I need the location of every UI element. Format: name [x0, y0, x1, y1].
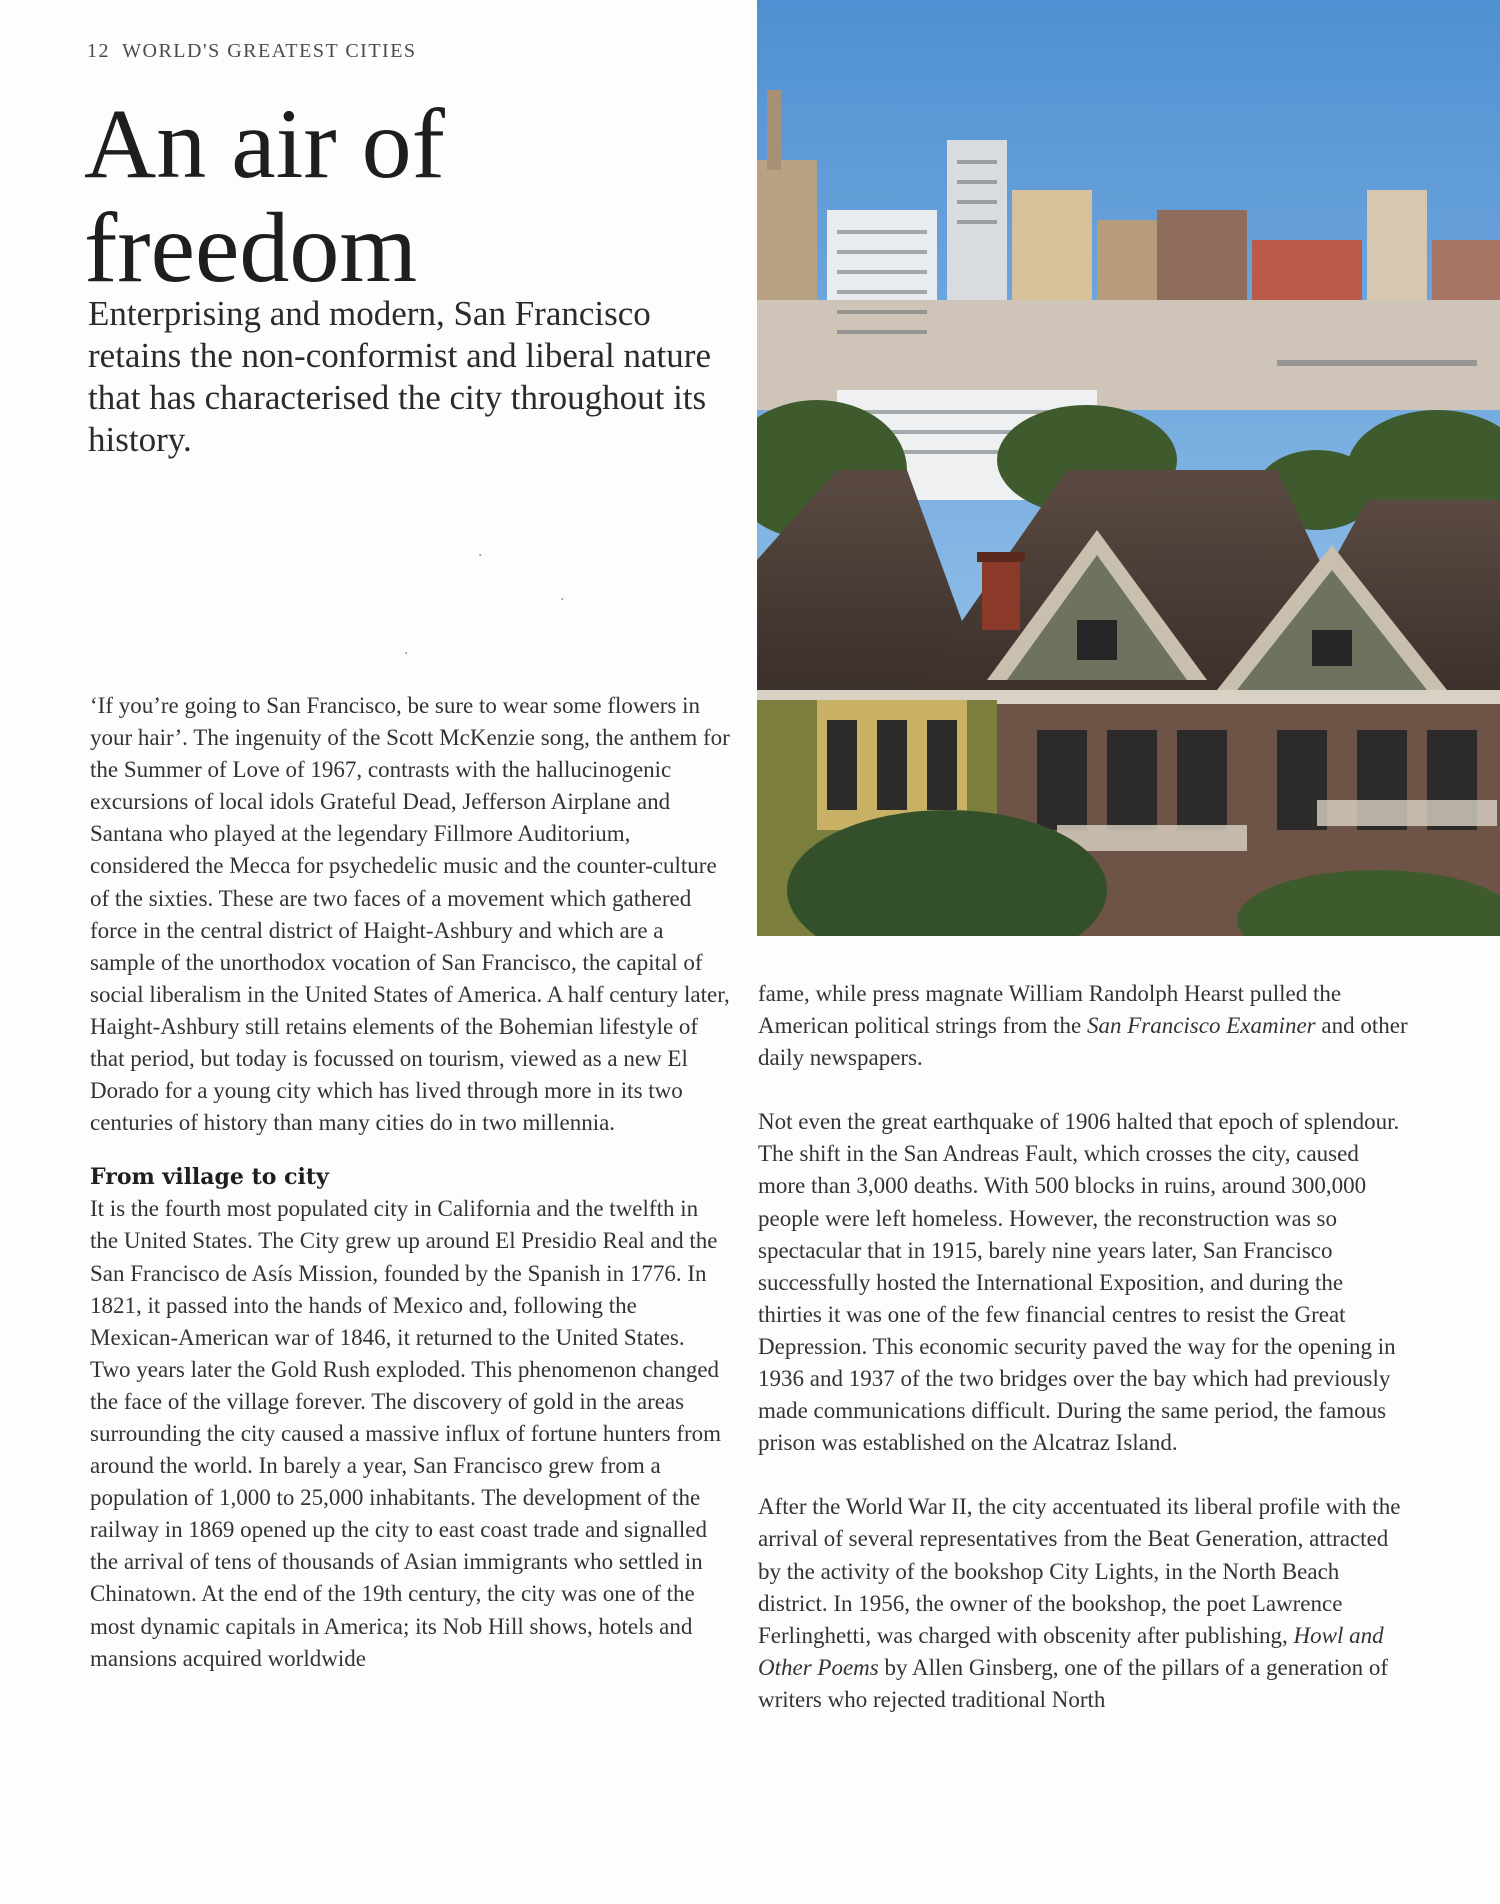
body-column-right: [758, 978, 1408, 1716]
page-title: An air of freedom: [84, 88, 445, 303]
san-francisco-painted-ladies-photo: [757, 0, 1500, 936]
beat-generation-paragraph: After the World War II, the city accentuated its liberal profile with the arrival of several representatives from the Beat Generation, attracted by the activity of the bookshop City Lights, in the North Beach district. In 1956, the owner of the bookshop, the poet Lawrence Ferlinghetti, was charged with obscenity after publishing, Howl and Other Poems by Allen Ginsberg, one of the pillars of a generation of writers who rejected traditional North: [758, 1494, 1401, 1712]
print-speck: ·: [560, 592, 565, 608]
photo-illustration: [757, 0, 1500, 936]
page-number: 12: [87, 40, 110, 62]
book-title: Howl and Other Poems: [758, 1622, 1384, 1680]
earthquake-paragraph: Not even the great earthquake of 1906 halted that epoch of splendour. The shift in the San Andreas Fault, which crosses the city, caused more than 3,000 deaths. With 500 blocks in ruins, around 300,000 people were left homeless. However, the reconstruction was so spectacular that in 1915, barely nine years later, San Francisco successfully hosted the International Exposition, and during the thirties it was one of the few financial centres to resist the Great Depression. This economic security paved the way for the opening in 1936 and 1937 of the two bridges over the bay which had previously made communications difficult. During the same period, the famous prison was established on the Alcatraz Island.: [758, 1109, 1400, 1456]
section-name: WORLD'S GREATEST CITIES: [122, 40, 417, 62]
body-column-left: [90, 690, 730, 1675]
standfirst: Enterprising and modern, San Francisco retains the non-conformist and liberal nature that has characterised the city throughout its history.: [88, 294, 711, 459]
history-paragraph: It is the fourth most populated city in California and the twelfth in the United States. The City grew up around El Presidio Real and the San Francisco de Asís Mission, founded by the Spanish in 1776. In 1821, it passed into the hands of Mexico and, following the Mexican-American war of 1846, it returned to the United States. Two years later the Gold Rush exploded. This phenomenon changed the face of the village forever. The discovery of gold in the areas surrounding the city caused a massive influx of fortune hunters from around the world. In barely a year, San Francisco grew from a population of 1,000 to 25,000 inhabitants. The development of the railway in 1869 opened up the city to east coast trade and signalled the arrival of tens of thousands of Asian immigrants who settled in Chinatown. At the end of the 19th century, the city was one of the most dynamic capitals in America; its Nob Hill shows, hotels and mansions acquired worldwide: [90, 1196, 722, 1671]
continued-paragraph: fame, while press magnate William Randolph Hearst pulled the American political strings from the San Francisco Examiner and other daily newspapers.: [758, 981, 1408, 1071]
intro-paragraph: ‘If you’re going to San Francisco, be sure to wear some flowers in your hair’. The ingenuity of the Scott McKenzie song, the anthem for the Summer of Love of 1967, contrasts with the hallucinogenic excursions of local idols Grateful Dead, Jefferson Airplane and Santana who played at the legendary Fillmore Auditorium, considered the Mecca for psychedelic music and the counter-culture of the sixties. These are two faces of a movement which gathered force in the central district of Haight-Ashbury and which are a sample of the unorthodox vocation of San Francisco, the capital of social liberalism in the United States of America. A half century later, Haight-Ashbury still retains elements of the Bohemian lifestyle of that period, but today is focussed on tourism, viewed as a new El Dorado for a young city which has lived through more in its two centuries of history than many cities do in two millennia.: [90, 693, 730, 1136]
print-speck: ·: [478, 548, 483, 564]
subheading: From village to city: [90, 1164, 329, 1191]
running-head: [87, 40, 417, 63]
print-speck: ·: [404, 646, 409, 662]
newspaper-title: San Francisco Examiner: [1086, 1013, 1316, 1039]
